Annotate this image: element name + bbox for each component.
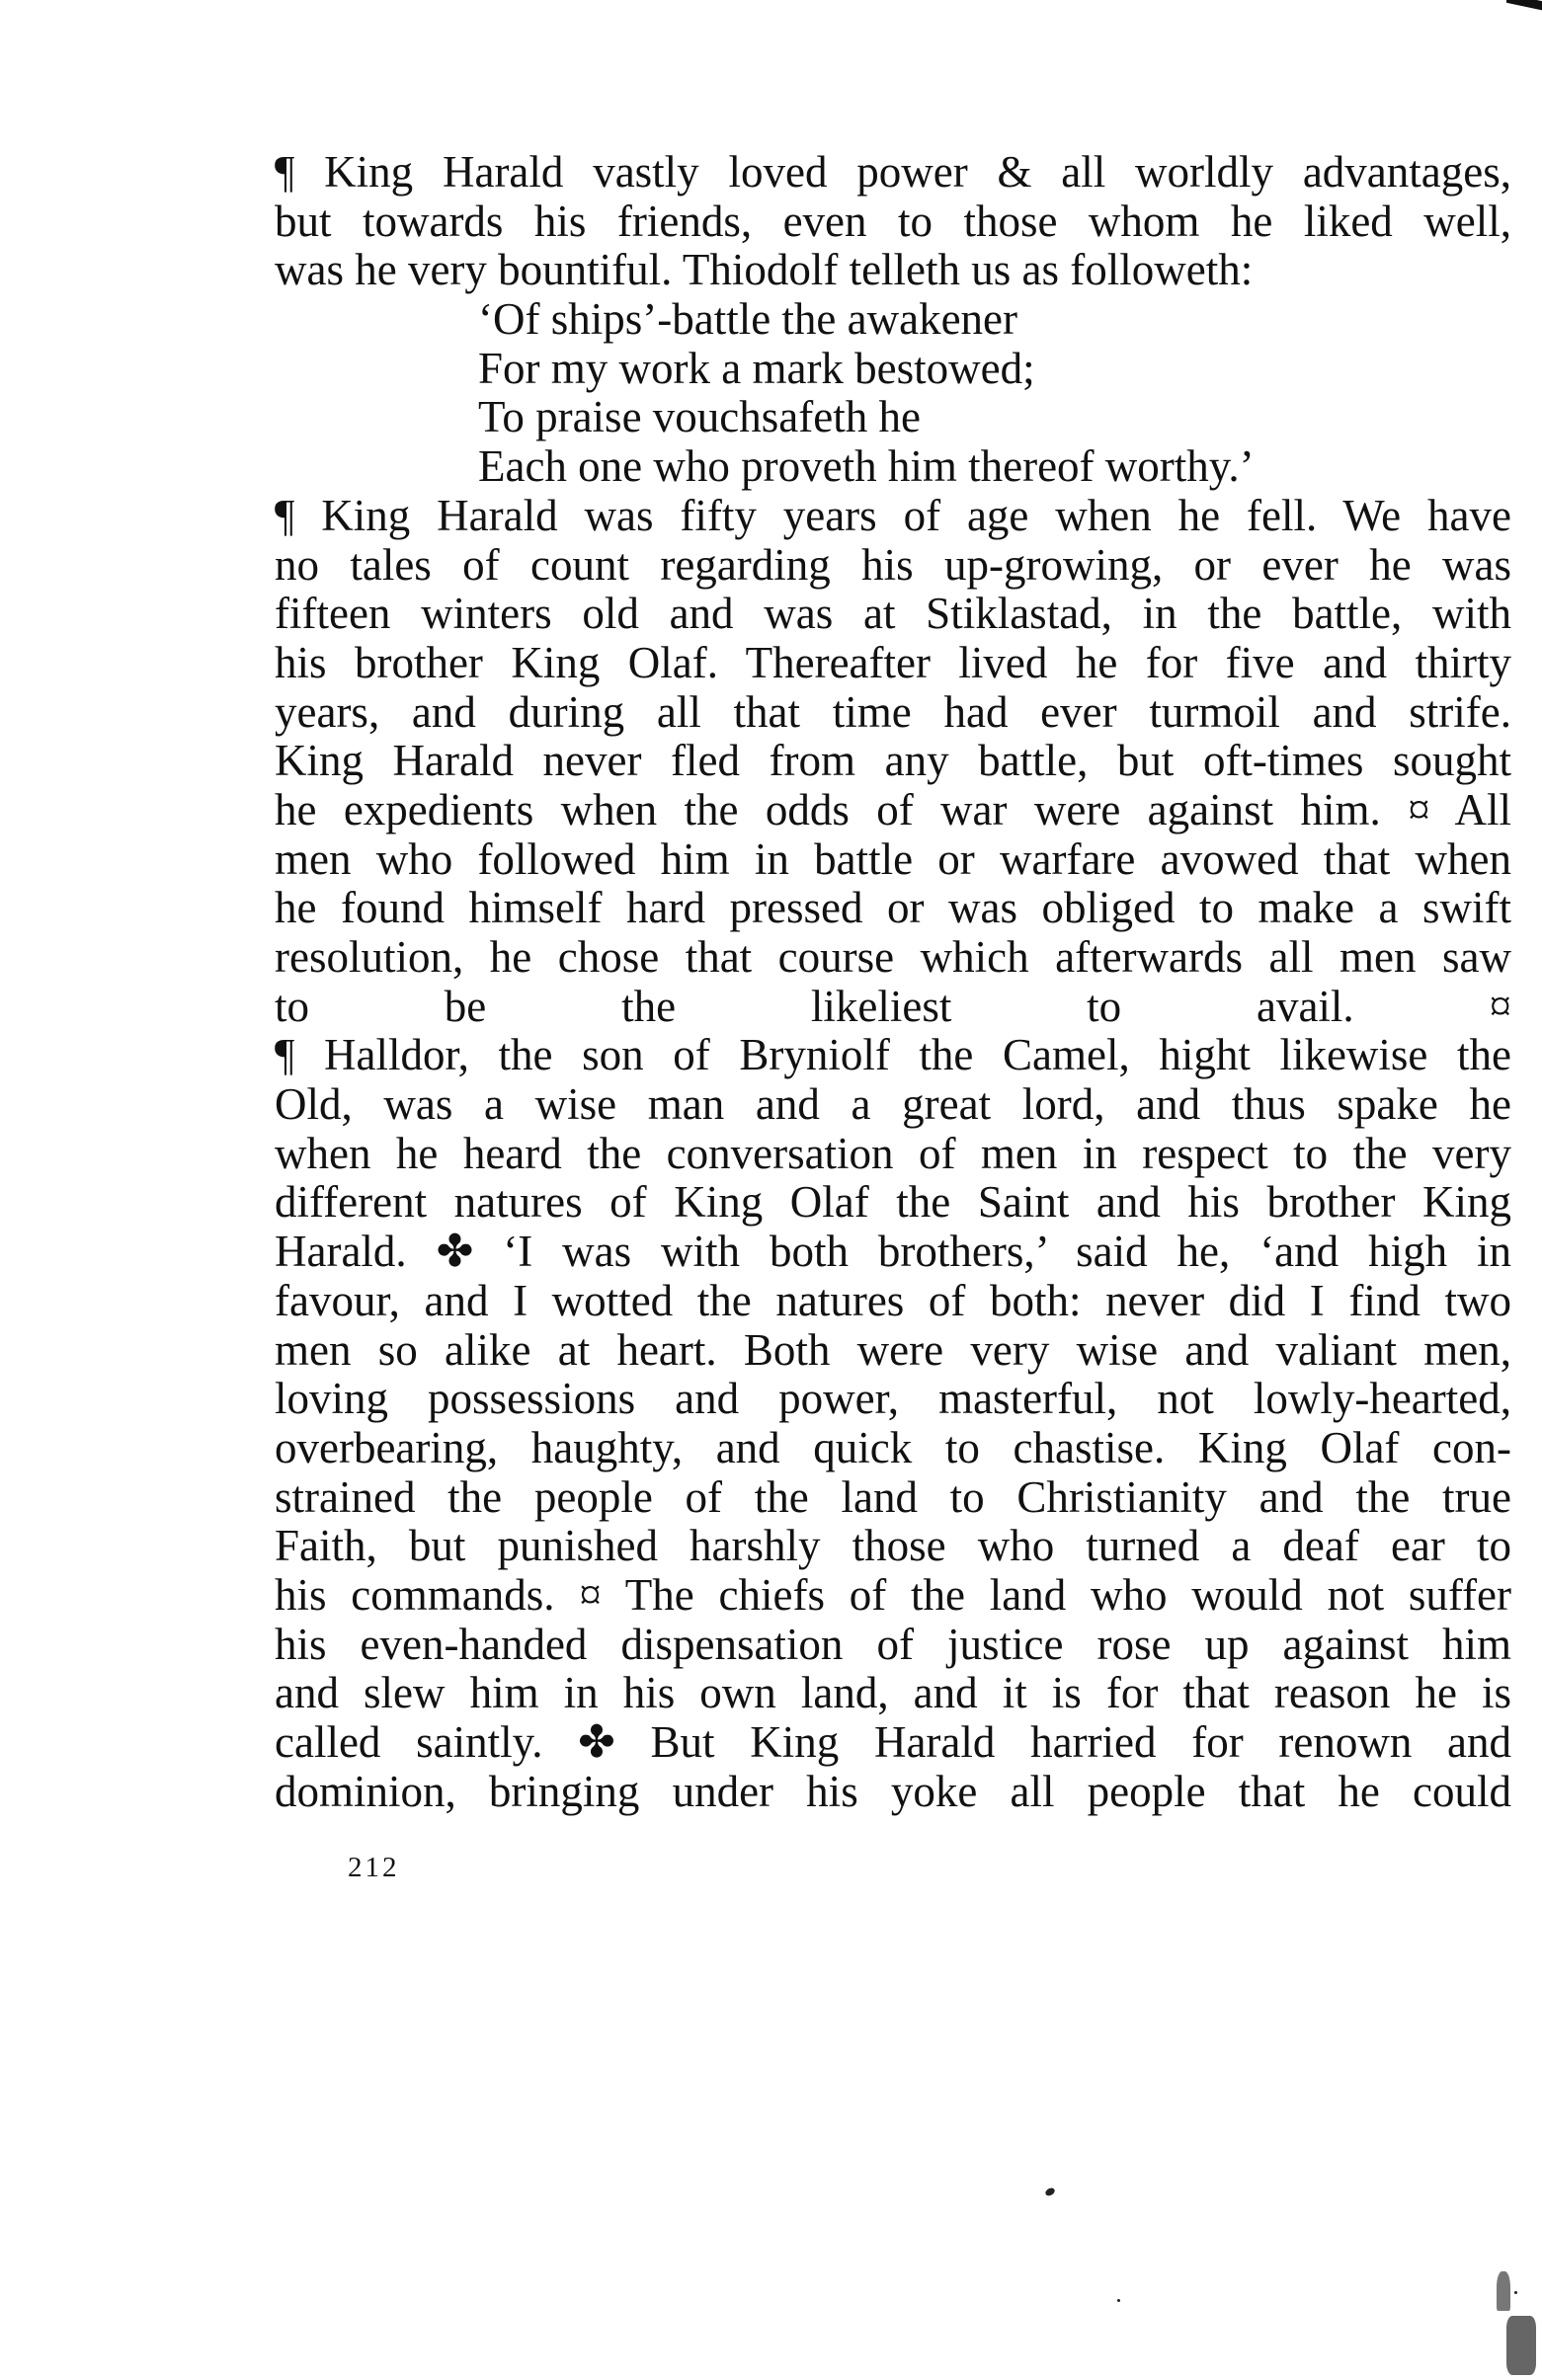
- ink-speck: [1514, 2291, 1517, 2294]
- text-line: Harald. ✤ ‘I was with both brothers,’ said he, ‘and high in: [275, 1227, 1511, 1277]
- ink-speck: [1117, 2299, 1120, 2302]
- text-line: ¶ Halldor, the son of Bryniolf the Camel, hight likewise the: [275, 1030, 1511, 1080]
- text-line: [275, 983, 1511, 1032]
- verse-line: Each one who proveth him thereof worthy.’: [478, 441, 1255, 492]
- ink-smudge: [1497, 2271, 1510, 2311]
- text-line: dominion, bringing under his yoke all people that he could: [275, 1766, 1511, 1816]
- text-line: when he heard the conversation of men in respect to the very: [275, 1128, 1511, 1178]
- text-line: his even-handed dispensation of justice rose up against him: [275, 1619, 1511, 1669]
- text-line: overbearing, haughty, and quick to chastise. King Olaf con-: [275, 1422, 1511, 1472]
- text-line: years, and during all that time had ever turmoil and strife.: [275, 686, 1511, 737]
- text-line: but towards his friends, even to those whom he liked well,: [275, 196, 1511, 246]
- text-line: his commands. ¤ The chiefs of the land who would not suffer: [275, 1569, 1511, 1620]
- text-line: King Harald never fled from any battle, but oft-times sought: [275, 736, 1511, 786]
- corner-ink-mark: [1506, 0, 1542, 16]
- verse-line: ‘Of ships’-battle the awakener: [478, 294, 1018, 345]
- text-line: loving possessions and power, masterful, not lowly-hearted,: [275, 1374, 1511, 1424]
- text-line: men who followed him in battle or warfare avowed that when: [275, 833, 1511, 884]
- text-line: called saintly. ✤ But King Harald harried for renown and: [275, 1717, 1511, 1767]
- text-line: he found himself hard pressed or was obliged to make a swift: [275, 883, 1511, 933]
- verse-line: To praise vouchsafeth he: [478, 392, 921, 442]
- text-line: different natures of King Olaf the Saint and his brother King: [275, 1177, 1511, 1228]
- text-line: was he very bountiful. Thiodolf telleth us as followeth:: [275, 245, 1254, 295]
- ink-speck: [1044, 2186, 1056, 2197]
- text-line: ¶ King Harald was fifty years of age when he fell. We have: [275, 490, 1511, 540]
- text-line-content: to be the likeliest to avail.: [275, 981, 1354, 1031]
- text-line: Faith, but punished harshly those who turned a deaf ear to: [275, 1521, 1511, 1571]
- text-line: his brother King Olaf. Thereafter lived he for five and thirty: [275, 637, 1511, 687]
- section-mark: ¤: [1489, 981, 1511, 1031]
- page-text: [275, 148, 1511, 1816]
- text-line: favour, and I wotted the natures of both: never did I find two: [275, 1275, 1511, 1325]
- text-line: no tales of count regarding his up-growing, or ever he was: [275, 539, 1511, 590]
- page-number: 212: [348, 1852, 400, 1883]
- text-line: fifteen winters old and was at Stiklastad, in the battle, with: [275, 589, 1511, 639]
- text-line: and slew him in his own land, and it is for that reason he is: [275, 1668, 1511, 1718]
- text-line: he expedients when the odds of war were against him. ¤ All: [275, 784, 1511, 834]
- text-line: strained the people of the land to Christianity and the true: [275, 1471, 1511, 1522]
- text-line: Old, was a wise man and a great lord, and thus spake he: [275, 1079, 1511, 1130]
- ink-smudge: [1506, 2316, 1536, 2375]
- text-line: men so alike at heart. Both were very wise and valiant men,: [275, 1324, 1511, 1375]
- text-line: resolution, he chose that course which afterwards all men saw: [275, 932, 1511, 982]
- verse-line: For my work a mark bestowed;: [478, 343, 1035, 393]
- text-line: ¶ King Harald vastly loved power & all worldly advantages,: [275, 147, 1511, 197]
